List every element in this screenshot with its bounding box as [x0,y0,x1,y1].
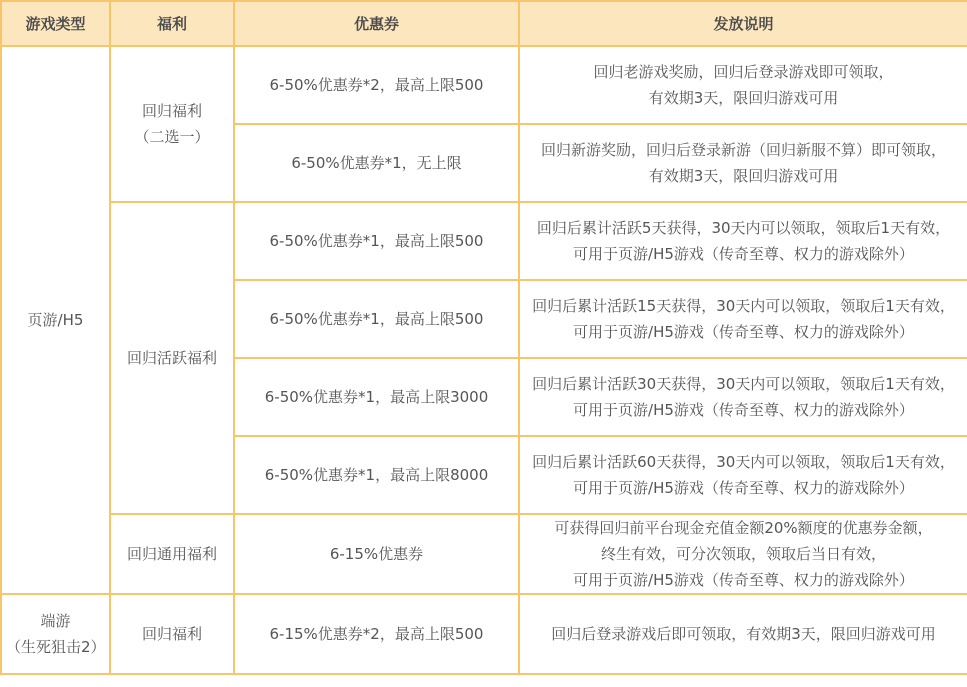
coupon-cell: 6-50%优惠券*1，最高上限500 [234,280,519,358]
game-type-cell: 页游/H5 [1,46,110,594]
table-row [1,46,967,124]
description-cell: 回归后累计活跃5天获得，30天内可以领取，领取后1天有效， 可用于页游/H5游戏（传奇至尊、权力的游戏除外） [519,202,967,280]
description-cell: 回归后累计活跃60天获得，30天内可以领取，领取后1天有效， 可用于页游/H5游戏（传奇至尊、权力的游戏除外） [519,436,967,514]
welfare-name-cell: 回归通用福利 [110,514,234,594]
coupon-cell: 6-50%优惠券*1，最高上限500 [234,202,519,280]
welfare-name-cell: 回归福利 [110,594,234,674]
table-row [1,594,967,674]
coupon-cell: 6-15%优惠券*2，最高上限500 [234,594,519,674]
game-type-cell: 端游 （生死狙击2） [1,594,110,674]
description-cell: 回归老游戏奖励，回归后登录游戏即可领取， 有效期3天，限回归游戏可用 [519,46,967,124]
table-row [1,514,967,594]
description-cell: 回归后登录游戏后即可领取，有效期3天，限回归游戏可用 [519,594,967,674]
header-coupon: 优惠券 [234,1,519,46]
welfare-name-cell: 回归福利 （二选一） [110,46,234,202]
table-header-row [1,1,967,46]
description-cell: 回归新游奖励，回归后登录新游（回归新服不算）即可领取， 有效期3天，限回归游戏可用 [519,124,967,202]
header-description: 发放说明 [519,1,967,46]
description-cell: 回归后累计活跃30天获得，30天内可以领取，领取后1天有效， 可用于页游/H5游戏（传奇至尊、权力的游戏除外） [519,358,967,436]
coupon-cell: 6-50%优惠券*1，无上限 [234,124,519,202]
description-cell: 回归后累计活跃15天获得，30天内可以领取，领取后1天有效， 可用于页游/H5游戏（传奇至尊、权力的游戏除外） [519,280,967,358]
coupon-cell: 6-50%优惠券*1，最高上限3000 [234,358,519,436]
welfare-name-cell: 回归活跃福利 [110,202,234,514]
header-welfare: 福利 [110,1,234,46]
coupon-cell: 6-50%优惠券*2，最高上限500 [234,46,519,124]
table-row [1,202,967,280]
header-game-type: 游戏类型 [1,1,110,46]
coupon-cell: 6-50%优惠券*1，最高上限8000 [234,436,519,514]
description-cell: 可获得回归前平台现金充值金额20%额度的优惠券金额， 终生有效，可分次领取，领取后当日有效， 可用于页游/H5游戏（传奇至尊、权力的游戏除外） [519,514,967,594]
coupon-cell: 6-15%优惠券 [234,514,519,594]
